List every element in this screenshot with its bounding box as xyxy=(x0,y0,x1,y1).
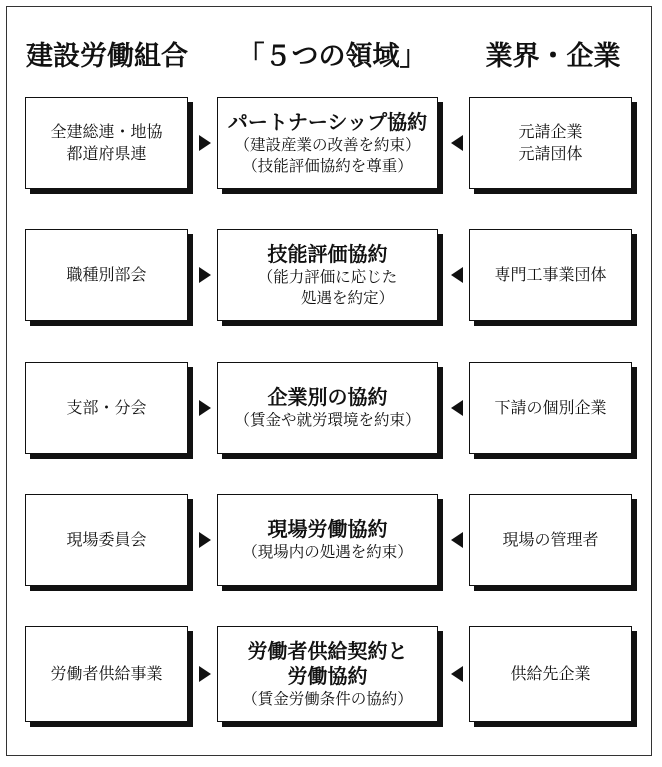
agreement-title: パートナーシップ協約 xyxy=(227,109,428,134)
agreement-title: 労働協約 xyxy=(287,663,368,688)
arrow-left-icon xyxy=(451,400,463,416)
agreement-note: （現場内の処遇を約束） xyxy=(242,543,413,561)
agreement-box-1 xyxy=(217,97,438,189)
arrow-right-icon xyxy=(199,400,211,416)
arrow-right-icon xyxy=(199,666,211,682)
union-line: 都道府県連 xyxy=(66,144,147,163)
agreement-note: （賃金や就労環境を約束） xyxy=(234,411,421,429)
arrow-left-icon xyxy=(451,267,463,283)
union-box-1 xyxy=(25,97,188,189)
union-line: 現場委員会 xyxy=(66,530,147,549)
company-line: 現場の管理者 xyxy=(502,530,599,549)
union-box-4 xyxy=(25,494,188,586)
company-line: 元請企業 xyxy=(518,122,583,141)
company-line: 供給先企業 xyxy=(510,664,591,683)
company-box-1 xyxy=(469,97,632,189)
company-box-5 xyxy=(469,626,632,722)
company-box-2 xyxy=(469,229,632,321)
agreement-title: 現場労働協約 xyxy=(267,517,388,541)
agreement-title: 企業別の協約 xyxy=(267,385,388,409)
company-box-3 xyxy=(469,362,632,454)
agreement-box-3 xyxy=(217,362,438,454)
company-line: 元請団体 xyxy=(518,144,583,163)
agreement-title: 技能評価協約 xyxy=(267,241,388,266)
header-five-domains: 「５つの領域」 xyxy=(237,41,427,72)
union-line: 職種別部会 xyxy=(66,265,147,284)
agreement-note: （賃金労働条件の協約） xyxy=(242,689,413,708)
union-box-3 xyxy=(25,362,188,454)
agreement-title: 労働者供給契約と xyxy=(247,638,408,663)
company-line: 専門工事業団体 xyxy=(494,265,607,284)
agreement-note: 処遇を約定） xyxy=(300,288,394,307)
arrow-left-icon xyxy=(451,666,463,682)
agreement-box-2 xyxy=(217,229,438,321)
agreement-box-5 xyxy=(217,626,438,722)
arrow-left-icon xyxy=(451,532,463,548)
agreement-note: （能力評価に応じた xyxy=(257,267,398,286)
company-line: 下請の個別企業 xyxy=(494,398,607,417)
union-box-2 xyxy=(25,229,188,321)
header-union: 建設労働組合 xyxy=(26,41,188,72)
arrow-right-icon xyxy=(199,532,211,548)
agreement-box-4 xyxy=(217,494,438,586)
agreement-note: （建設産業の改善を約束） xyxy=(234,135,421,154)
header-industry: 業界・企業 xyxy=(485,41,621,72)
union-line: 支部・分会 xyxy=(66,398,147,417)
arrow-right-icon xyxy=(199,267,211,283)
arrow-left-icon xyxy=(451,135,463,151)
union-box-5 xyxy=(25,626,188,722)
union-line: 全建総連・地協 xyxy=(50,122,163,141)
company-box-4 xyxy=(469,494,632,586)
union-line: 労働者供給事業 xyxy=(50,664,163,683)
arrow-right-icon xyxy=(199,135,211,151)
agreement-note: （技能評価協約を尊重） xyxy=(242,156,413,175)
